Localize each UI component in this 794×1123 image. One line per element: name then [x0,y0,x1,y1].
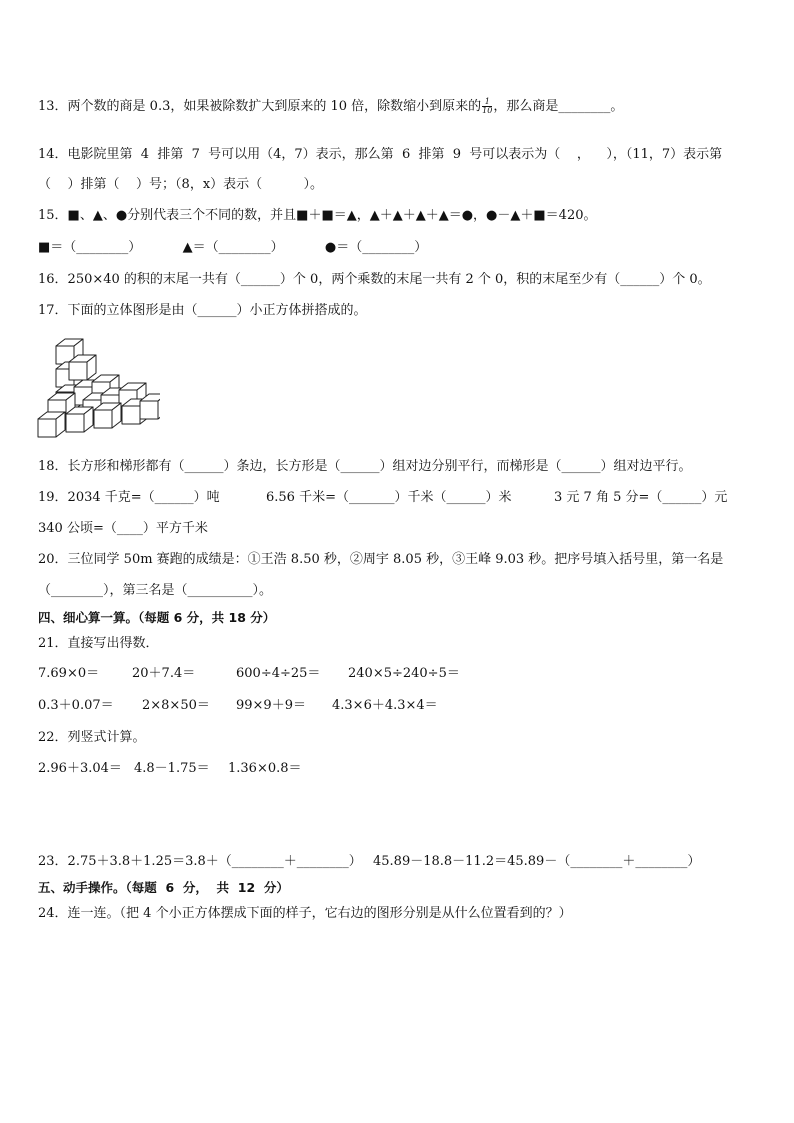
q21-item: 99×9＋9＝ [236,698,306,713]
question-14-line1: 14．电影院里第 4 排第 7 号可以用（4，7）表示，那么第 6 排第 9 号可以表示为（ ， ），（11，7）表示第 [38,147,723,162]
question-23-part-a: 23．2.75＋3.8＋1.25＝3.8＋（________＋________） [38,854,362,869]
question-23-part-b: 45.89－18.8－11.2＝45.89－（________＋________） [373,854,701,869]
question-13 [38,98,623,116]
question-19-line2: 340 公顷=（____）平方千米 [38,521,208,536]
question-20-line2: （________），第三名是（__________）。 [38,583,273,598]
cube-stack-figure [36,338,160,442]
q22-item: 1.36×0.8＝ [228,761,302,776]
q21-item: 4.3×6＋4.3×4＝ [332,698,438,713]
question-19-part1: 19．2034 千克=（______）吨 [38,490,220,505]
question-19-part3: 3 元 7 角 5 分=（______）元 [554,490,728,505]
q13-text-a: 13．两个数的商是 0.3，如果被除数扩大到原来的 10 倍，除数缩小到原来的 [38,99,482,114]
question-20-line1: 20．三位同学 50m 赛跑的成绩是：①王浩 8.50 秒，②周宇 8.05 秒，③王峰 9.03 秒。把序号填入括号里，第一名是 [38,552,724,567]
unit-cube [38,412,65,437]
question-24: 24．连一连。（把 4 个小正方体摆成下面的样子，它右边的图形分别是从什么位置看到的？） [38,906,572,921]
q13-text-b: ，那么商是________。 [493,99,624,114]
question-17: 17．下面的立体图形是由（______）小正方体拼搭成的。 [38,303,367,318]
q22-item: 2.96＋3.04＝ [38,761,122,776]
question-14-line2: （ ）排第（ ）号；（8，x）表示（ ）。 [38,177,323,192]
q21-item: 2×8×50＝ [142,698,210,713]
section-5-heading: 五、动手操作。（每题 6 分， 共 12 分） [38,880,289,895]
unit-cube [69,355,96,380]
unit-cube [94,403,121,428]
question-16: 16．250×40 的积的末尾一共有（______）个 0，两个乘数的末尾一共有 2 个 0，积的末尾至少有（______）个 0。 [38,272,711,287]
q22-item: 4.8－1.75＝ [134,761,210,776]
q21-item: 7.69×0＝ [38,666,100,681]
section-4-heading: 四、细心算一算。（每题 6 分，共 18 分） [38,610,276,625]
fraction-one-tenth: $\frac{1}{10}$ [482,97,493,115]
question-18: 18．长方形和梯形都有（______）条边，长方形是（______）组对边分别平行，而梯形是（______）组对边平行。 [38,459,692,474]
question-15-line2: ■＝（________） ▲＝（________） ●＝（________） [38,240,428,255]
unit-cube [66,407,93,432]
q21-item: 240×5÷240÷5＝ [348,666,460,681]
q21-item: 0.3＋0.07＝ [38,698,114,713]
question-21-title: 21．直接写出得数． [38,636,159,651]
q21-item: 20＋7.4＝ [132,666,196,681]
question-19-part2: 6.56 千米=（_______）千米（______）米 [266,490,512,505]
question-22-title: 22．列竖式计算。 [38,730,146,745]
q21-item: 600÷4÷25＝ [236,666,321,681]
question-15-line1: 15．■、▲、●分别代表三个不同的数，并且■＋■＝▲，▲＋▲＋▲＋▲＝●，●－▲＋■＝420。 [38,208,597,223]
